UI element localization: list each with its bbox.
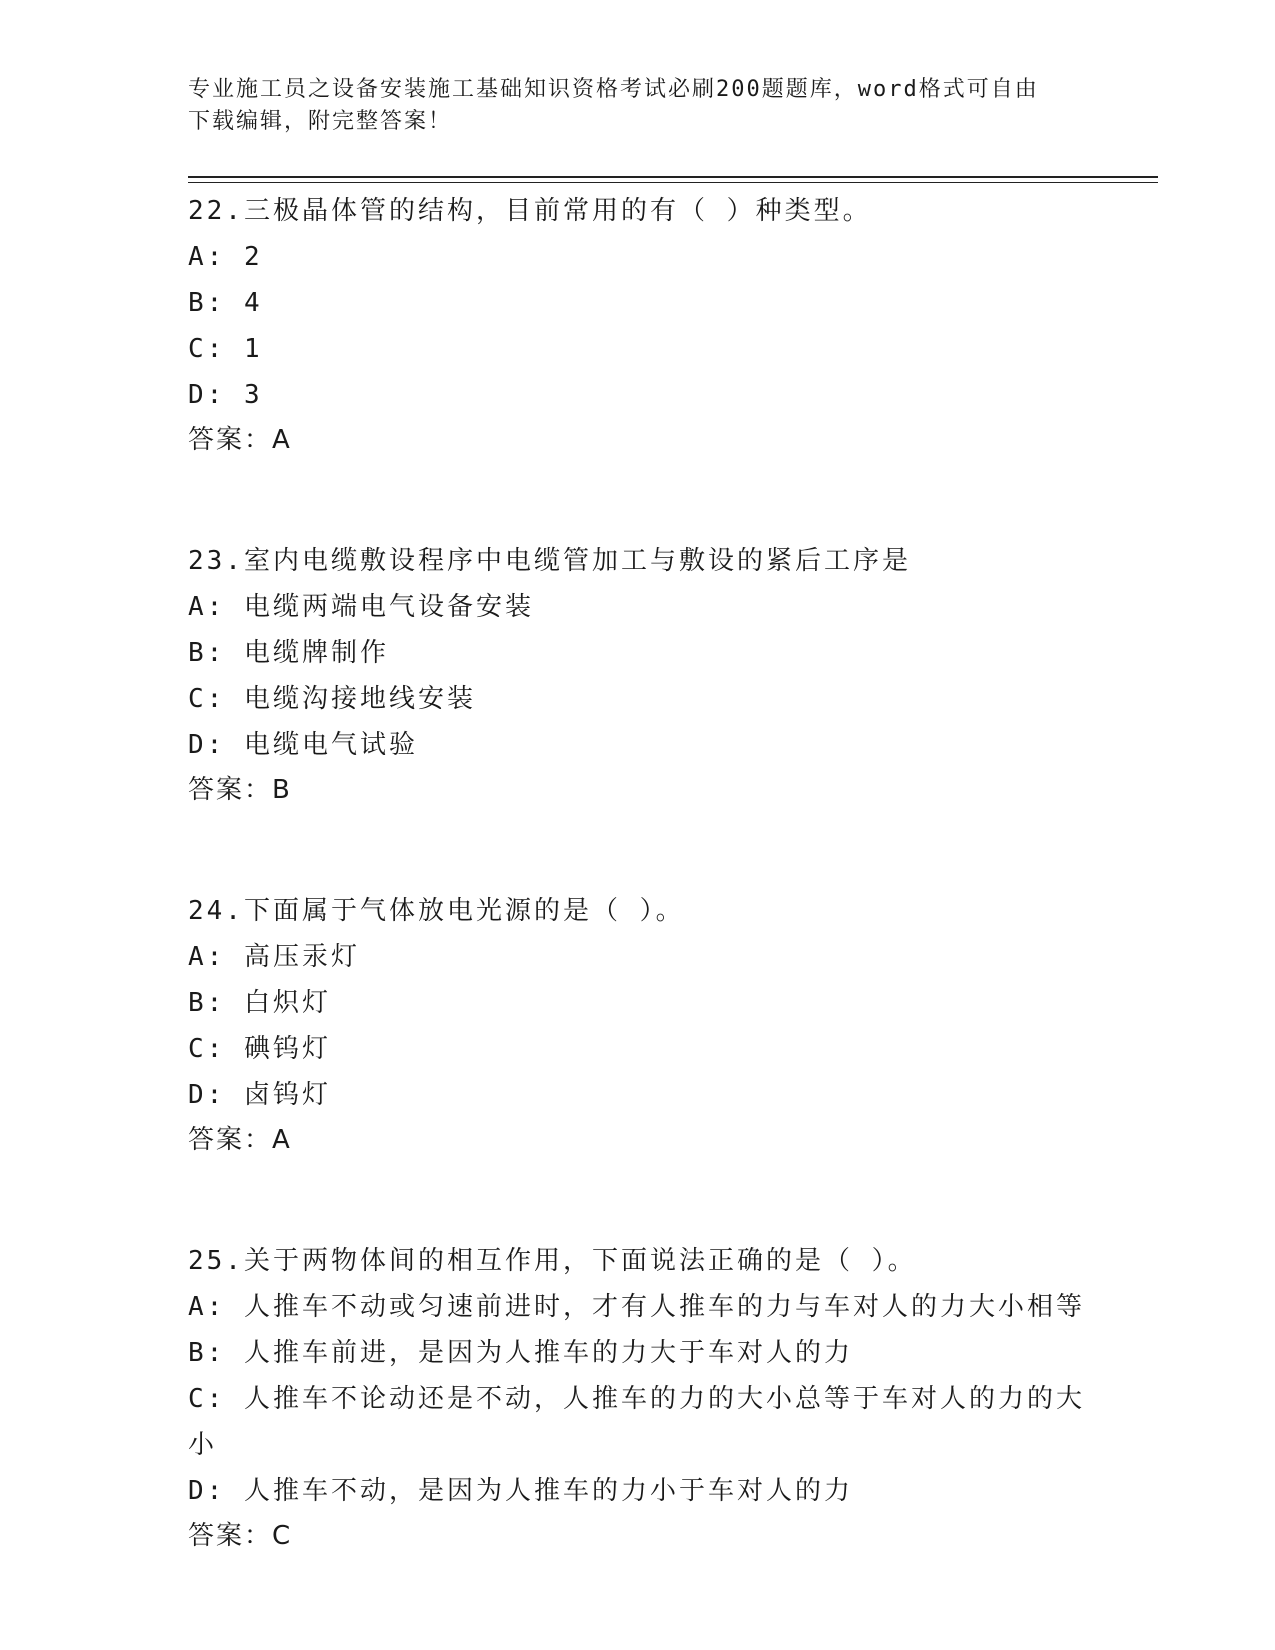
question-25 xyxy=(188,1238,1088,1558)
option-c: C: 碘钨灯 xyxy=(188,1034,331,1064)
answer: 答案：A xyxy=(188,425,292,455)
option-c-continued: 小 xyxy=(188,1430,218,1460)
option-d: D: 电缆电气试验 xyxy=(188,730,418,760)
option-b: B: 电缆牌制作 xyxy=(188,638,389,668)
option-a: A: 人推车不动或匀速前进时，才有人推车的力与车对人的力大小相等 xyxy=(188,1292,1085,1322)
question-spacer xyxy=(188,462,1088,538)
answer: 答案：A xyxy=(188,1125,292,1155)
option-b: B: 4 xyxy=(188,288,263,318)
answer: 答案：B xyxy=(188,775,292,805)
question-list xyxy=(188,188,1088,1558)
header-line-1: 专业施工员之设备安装施工基础知识资格考试必刷200题题库，word格式可自由 xyxy=(188,77,1039,102)
option-a: A: 电缆两端电气设备安装 xyxy=(188,592,534,622)
option-c: C: 1 xyxy=(188,334,263,364)
document-header xyxy=(188,74,1088,138)
header-line-2: 下载编辑，附完整答案！ xyxy=(188,109,453,134)
question-stem: 22.三极晶体管的结构，目前常用的有（ ）种类型。 xyxy=(188,196,872,226)
question-spacer xyxy=(188,1162,1088,1238)
header-divider-thin xyxy=(188,182,1158,183)
option-a: A: 2 xyxy=(188,242,263,272)
question-spacer xyxy=(188,812,1088,888)
question-stem: 23.室内电缆敷设程序中电缆管加工与敷设的紧后工序是 xyxy=(188,546,911,576)
option-a: A: 高压汞灯 xyxy=(188,942,360,972)
option-b: B: 白炽灯 xyxy=(188,988,331,1018)
option-c: C: 人推车不论动还是不动，人推车的力的大小总等于车对人的力的大 xyxy=(188,1384,1085,1414)
header-divider-thick xyxy=(188,176,1158,178)
question-24 xyxy=(188,888,1088,1162)
question-stem: 24.下面属于气体放电光源的是（ ）。 xyxy=(188,896,685,926)
option-b: B: 人推车前进，是因为人推车的力大于车对人的力 xyxy=(188,1338,853,1368)
option-d: D: 3 xyxy=(188,380,263,410)
question-22 xyxy=(188,188,1088,462)
option-d: D: 卤钨灯 xyxy=(188,1080,331,1110)
question-stem: 25.关于两物体间的相互作用，下面说法正确的是（ ）。 xyxy=(188,1246,917,1276)
question-23 xyxy=(188,538,1088,812)
option-d: D: 人推车不动，是因为人推车的力小于车对人的力 xyxy=(188,1476,853,1506)
option-c: C: 电缆沟接地线安装 xyxy=(188,684,476,714)
answer: 答案：C xyxy=(188,1521,293,1551)
